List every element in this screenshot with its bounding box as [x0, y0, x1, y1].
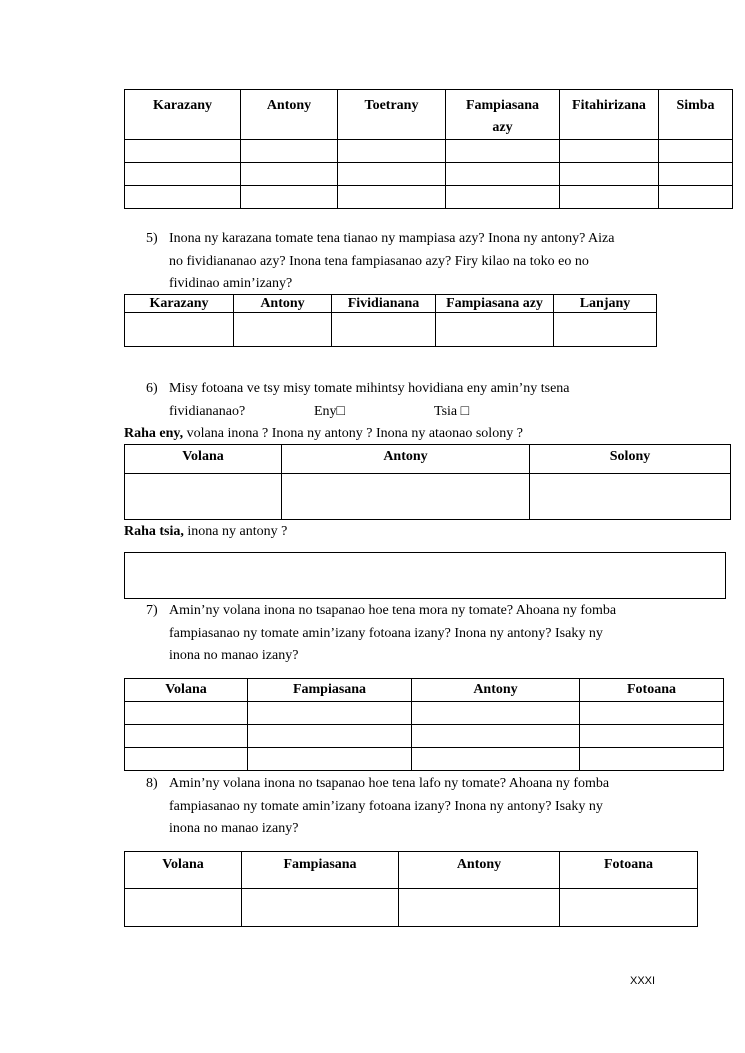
table-row — [125, 186, 733, 209]
table-row — [125, 140, 733, 163]
table-karazany-2 — [124, 294, 657, 347]
question-number: 6) — [146, 381, 158, 396]
table-volana-lafo — [124, 851, 698, 927]
header-antony: Antony — [241, 90, 338, 140]
header-karazany: Karazany — [125, 295, 234, 313]
raha-eny-prompt: Raha eny, volana inona ? Inona ny antony ? Inona ny ataonao solony ? — [124, 426, 523, 441]
header-fampiasana-azy: Fampiasana azy — [446, 90, 560, 140]
question-number: 5) — [146, 231, 158, 246]
header-fampiasana-azy: Fampiasana azy — [436, 295, 554, 313]
question-number: 8) — [146, 776, 158, 791]
header-antony: Antony — [412, 679, 580, 702]
header-fividianana: Fividianana — [332, 295, 436, 313]
page-number: XXXI — [630, 975, 656, 987]
header-fitahirizana: Fitahirizana — [560, 90, 659, 140]
header-karazany: Karazany — [125, 90, 241, 140]
header-antony: Antony — [234, 295, 332, 313]
table-header-row — [125, 679, 724, 702]
option-eny[interactable]: Eny□ — [314, 403, 346, 419]
table-karazany-1 — [124, 89, 733, 209]
option-tsia[interactable]: Tsia □ — [434, 403, 470, 419]
table-row — [125, 163, 733, 186]
table-header-row — [125, 852, 698, 889]
table-volana-mora — [124, 678, 724, 771]
table-header-row — [125, 90, 733, 140]
question-text: Inona ny karazana tomate tena tianao ny mampiasa azy? Inona ny antony? Aiza no fividiananao azy? Inona tena fampiasanao azy? Firy kilao na toko eo no fividinao amin’izany? — [169, 231, 615, 291]
header-lanjany: Lanjany — [554, 295, 657, 313]
table-row — [125, 725, 724, 748]
question-text: Amin’ny volana inona no tsapanao hoe tena lafo ny tomate? Ahoana ny fomba fampiasanao ny tomate amin’izany fotoana izany? Inona ny antony? Isaky ny inona no manao izany? — [169, 776, 610, 836]
header-volana: Volana — [125, 852, 242, 889]
header-volana: Volana — [125, 679, 248, 702]
table-row — [125, 889, 698, 927]
raha-tsia-prompt: Raha tsia, inona ny antony ? — [124, 524, 288, 539]
table-header-row — [125, 295, 657, 313]
header-antony: Antony — [399, 852, 560, 889]
table-row — [125, 702, 724, 725]
question-text: Amin’ny volana inona no tsapanao hoe tena mora ny tomate? Ahoana ny fomba fampiasanao ny tomate amin’izany fotoana izany? Inona ny antony? Isaky ny inona no manao izany? — [169, 603, 617, 663]
header-fotoana: Fotoana — [580, 679, 724, 702]
header-fotoana: Fotoana — [560, 852, 698, 889]
table-volana-solony — [124, 444, 731, 520]
table-header-row — [125, 445, 731, 474]
header-solony: Solony — [530, 445, 731, 474]
header-antony: Antony — [282, 445, 530, 474]
table-row — [125, 748, 724, 771]
header-toetrany: Toetrany — [338, 90, 446, 140]
answer-box-raha-tsia[interactable] — [124, 552, 726, 599]
table-row — [125, 474, 731, 520]
question-number: 7) — [146, 603, 158, 618]
table-row — [125, 313, 657, 347]
question-text: Misy fotoana ve tsy misy tomate mihintsy hovidiana eny amin’ny tsena fividiananao? Eny□ Tsia □ — [169, 378, 709, 423]
header-simba: Simba — [659, 90, 733, 140]
header-fampiasana: Fampiasana — [248, 679, 412, 702]
header-volana: Volana — [125, 445, 282, 474]
header-fampiasana: Fampiasana — [242, 852, 399, 889]
